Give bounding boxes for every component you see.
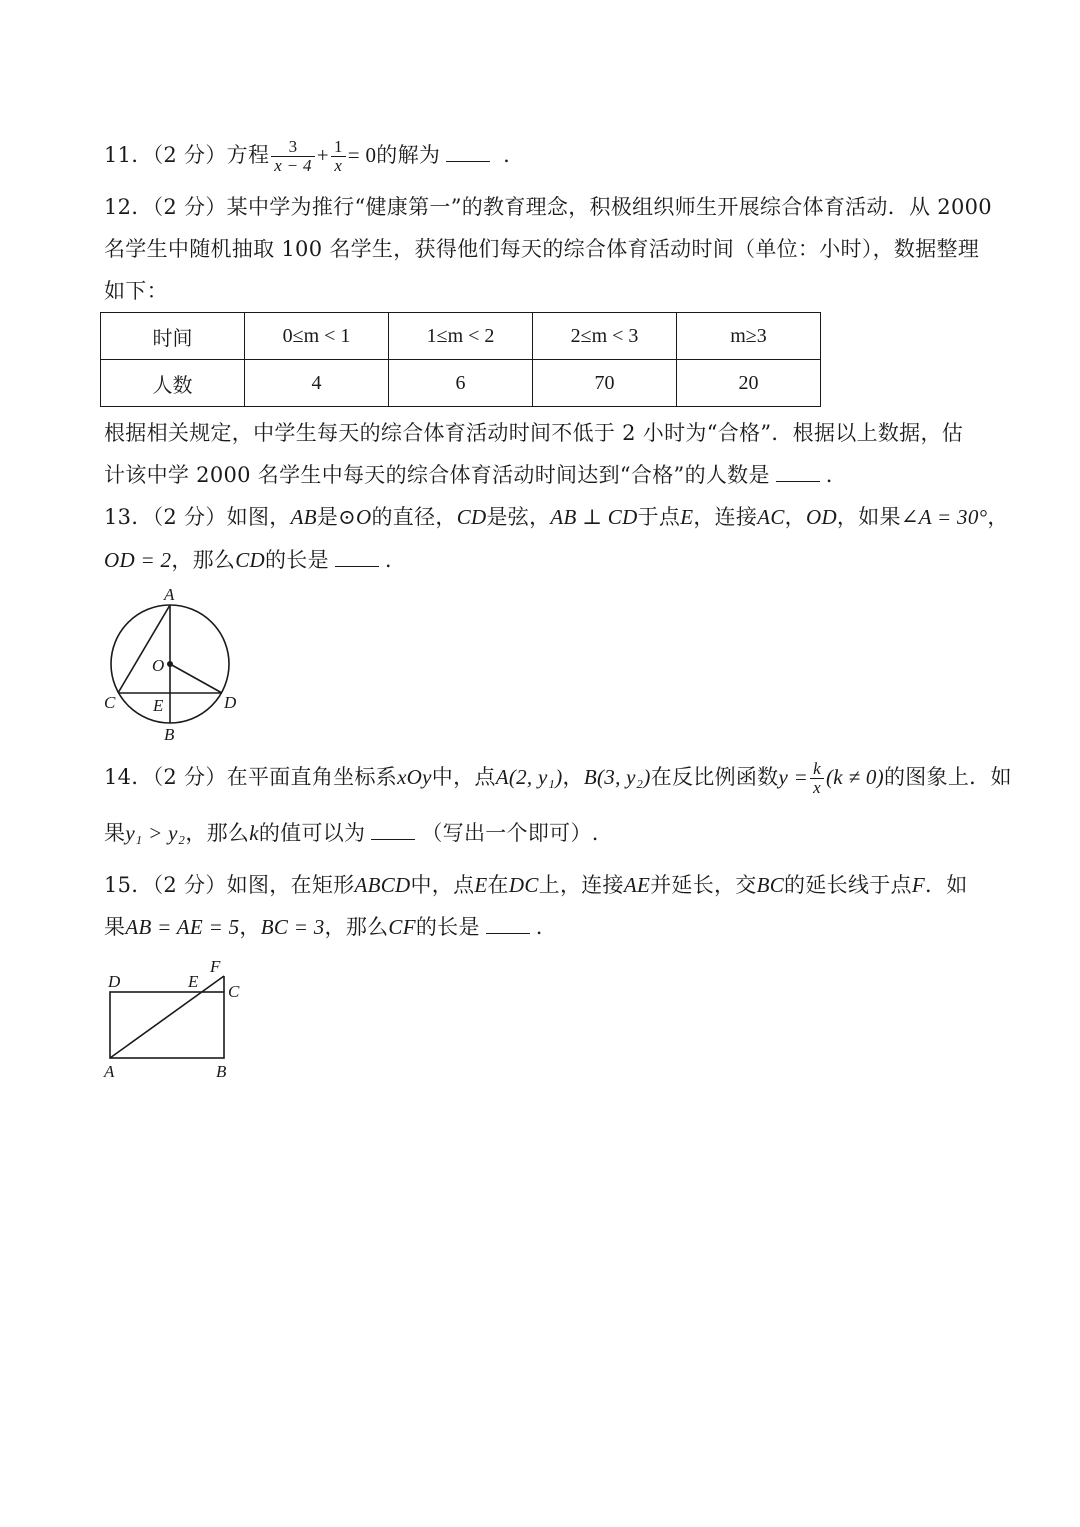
table-cell: 1≤m < 2 (389, 313, 533, 360)
q12-line5: 计该中学 2000 名学生中每天的综合体育活动时间达到“合格”的人数是 . (104, 463, 833, 487)
q11-prefix: 11．（2 分）方程 (104, 143, 270, 167)
table-cell: 2≤m < 3 (533, 313, 677, 360)
answer-blank[interactable] (371, 819, 415, 840)
text: 15．（2 分）如图，在矩形 (104, 873, 355, 897)
text: 中，点 (410, 873, 475, 897)
segment-af (110, 976, 224, 1058)
label-f: F (210, 957, 221, 976)
fraction-1-over-x (331, 138, 346, 175)
table-cell: 70 (533, 360, 677, 407)
text: 果 (104, 821, 126, 845)
fraction-k-over-x (810, 760, 824, 797)
q12-line3: 如下： (104, 279, 168, 303)
table-cell: 0≤m < 1 (245, 313, 389, 360)
text: ，那么 (185, 821, 250, 845)
math-cf: CF (388, 915, 416, 939)
table-cell: m≥3 (677, 313, 821, 360)
text: 13．（2 分）如图， (104, 505, 291, 529)
text: ，如果 (836, 505, 901, 529)
text: 上，连接 (538, 873, 624, 897)
math-condition: (k ≠ 0) (826, 765, 884, 789)
text: 的图象上．如 (883, 765, 1012, 789)
frac-num: 3 (271, 138, 315, 157)
text: 的值可以为 (258, 821, 366, 845)
label-c: C (104, 693, 116, 712)
math-dc: DC (508, 873, 539, 897)
circle-diagram (96, 584, 246, 744)
plus-sign: + (316, 143, 329, 167)
q12-line5-text: 计该中学 2000 名学生中每天的综合体育活动时间达到“合格”的人数是 (104, 463, 770, 487)
fraction-3-over-x-minus-4 (271, 138, 315, 175)
math-point-a: A(2, y₁) (495, 765, 563, 789)
table-cell: 6 (389, 360, 533, 407)
label-c: C (228, 982, 240, 1001)
text: ，那么 (324, 915, 389, 939)
q12-line4: 根据相关规定，中学生每天的综合体育活动时间不低于 2 小时为“合格”．根据以上数据，估 (104, 421, 964, 445)
text: 是⊙ (316, 505, 357, 529)
q15-line2: 果AB = AE = 5，BC = 3，那么CF的长是 . (104, 915, 543, 939)
label-e: E (188, 972, 199, 991)
question-11: 11．（2 分）方程 $\frac{3}{x - 4}$ + $\frac{1}{x}$ = 0的解为 . (104, 137, 511, 175)
q11-suffix: 的解为 (376, 143, 441, 167)
math-bc: BC (756, 873, 785, 897)
table-cell: 时间 (101, 313, 245, 360)
math-ab: AB (290, 505, 317, 529)
label-a: A (104, 1062, 115, 1081)
table-header-row (101, 313, 821, 360)
label-d: D (224, 693, 237, 712)
math-e: E (680, 505, 694, 529)
math-y-eq: y = (778, 765, 809, 789)
math-e: E (474, 873, 488, 897)
label-o: O (152, 656, 165, 675)
math-angle: ∠A = 30° (900, 505, 988, 529)
text: 的直径， (371, 505, 457, 529)
math-ae: AE (623, 873, 651, 897)
frac-num: k (810, 760, 824, 779)
math-perp: AB ⊥ CD (550, 505, 638, 529)
q12-line2: 名学生中随机抽取 100 名学生，获得他们每天的综合体育活动时间（单位：小时），数据整理 (104, 237, 980, 261)
math-cd: CD (456, 505, 487, 529)
table-cell: 4 (245, 360, 389, 407)
segment-od (170, 664, 222, 693)
text: 于点 (637, 505, 681, 529)
math-point-b: B(3, y₂) (583, 765, 651, 789)
answer-blank[interactable] (335, 546, 379, 567)
text: ， (784, 505, 806, 529)
q12-line1: 12．（2 分）某中学为推行“健康第一”的教育理念，积极组织师生开展综合体育活动．从 2000 (104, 195, 992, 219)
text: ．如 (925, 873, 968, 897)
frac-num: 1 (331, 138, 346, 157)
q14-line2 (104, 818, 599, 848)
text: 是弦， (486, 505, 551, 529)
q15-line1 (104, 870, 968, 900)
math-cd: CD (235, 548, 265, 572)
activity-time-table (100, 312, 821, 407)
text: 的长是 (265, 548, 329, 572)
text: ，那么 (171, 548, 236, 572)
math-ab-ae: AB = AE = 5 (125, 915, 240, 939)
text: ，连接 (693, 505, 758, 529)
text: 在反比例函数 (650, 765, 779, 789)
math-o: O (356, 505, 372, 529)
text: 14．（2 分）在平面直角坐标系 (104, 765, 398, 789)
math-f: F (911, 873, 925, 897)
frac-den: x − 4 (274, 156, 312, 175)
text: （写出一个即可）. (421, 821, 599, 845)
table-cell: 人数 (101, 360, 245, 407)
math-xoy: xOy (397, 765, 432, 789)
math-k: k (249, 821, 259, 845)
q13-line1 (104, 502, 1009, 532)
center-point (167, 661, 173, 667)
segment-ac (118, 605, 170, 693)
text: 并延长，交 (650, 873, 757, 897)
math-abcd: ABCD (354, 873, 411, 897)
frac-den: x (813, 778, 822, 797)
text: ， (562, 765, 584, 789)
rectangle-diagram (98, 956, 248, 1082)
math-od: OD (805, 505, 837, 529)
q14-line1 (104, 760, 1012, 797)
math-inequality: y₁ > y₂ (125, 821, 186, 845)
label-b: B (216, 1062, 227, 1081)
math-bc-eq: BC = 3 (260, 915, 325, 939)
answer-blank[interactable] (446, 141, 490, 162)
table-row (101, 360, 821, 407)
q13-line2: OD = 2，那么CD的长是 . (104, 548, 392, 572)
text: 中，点 (431, 765, 496, 789)
table-cell: 20 (677, 360, 821, 407)
label-a: A (164, 585, 175, 604)
math-od-eq: OD = 2 (104, 548, 172, 572)
label-d: D (108, 972, 121, 991)
frac-den: x (334, 156, 343, 175)
equals-zero: = 0 (347, 143, 377, 167)
text: ， (987, 505, 1009, 529)
rectangle-abcd (110, 992, 224, 1058)
text: 在 (487, 873, 509, 897)
label-b: B (164, 725, 175, 744)
answer-blank[interactable] (776, 461, 820, 482)
math-ac: AC (757, 505, 785, 529)
text: 的长是 (415, 915, 480, 939)
label-e: E (153, 696, 164, 715)
answer-blank[interactable] (486, 913, 530, 934)
text: ， (239, 915, 261, 939)
text: 果 (104, 915, 126, 939)
text: 的延长线于点 (784, 873, 912, 897)
